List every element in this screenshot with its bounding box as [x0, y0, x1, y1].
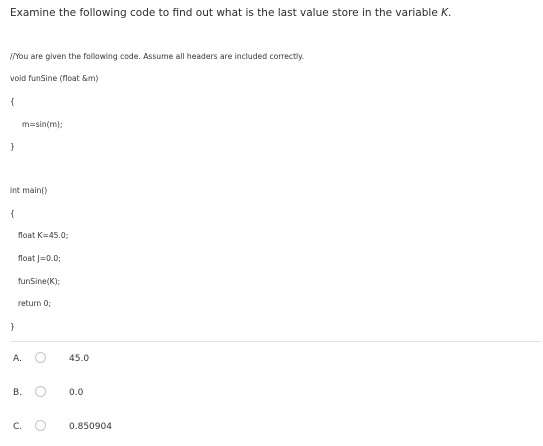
answer-option-b[interactable] — [10, 384, 310, 404]
code-main-open-brace: { — [10, 209, 15, 218]
option-value: 45.0 — [69, 354, 90, 364]
code-main-signature: int main() — [10, 186, 48, 195]
question-text — [10, 6, 451, 20]
code-function-body: m=sin(m); — [22, 120, 63, 129]
question-text-end: . — [448, 7, 452, 19]
option-value: 0.0 — [69, 388, 84, 398]
code-line-return: return 0; — [18, 299, 52, 308]
option-value: 0.850904 — [69, 422, 112, 432]
answer-option-c[interactable] — [10, 418, 310, 438]
option-letter: C. — [13, 422, 23, 432]
question-variable: K — [441, 7, 449, 19]
code-line-declare-j: float J=0.0; — [18, 254, 61, 263]
code-function-signature: void funSine (float &m) — [10, 74, 99, 83]
question-text-main: Examine the following code to find out what is the last value store in the variable — [10, 7, 442, 19]
options-divider — [10, 341, 541, 342]
code-function-close-brace: } — [10, 142, 15, 151]
radio-button-icon[interactable] — [35, 352, 46, 363]
code-comment: //You are given the following code. Assume all headers are included correctly. — [10, 52, 304, 61]
option-letter: B. — [13, 388, 23, 398]
code-line-declare-k: float K=45.0; — [18, 231, 69, 240]
radio-button-icon[interactable] — [35, 386, 46, 397]
option-letter: A. — [13, 354, 22, 364]
code-main-close-brace: } — [10, 322, 15, 331]
answer-option-a[interactable] — [10, 350, 310, 370]
radio-button-icon[interactable] — [35, 420, 46, 431]
code-line-function-call: funSine(K); — [18, 277, 61, 286]
code-function-open-brace: { — [10, 97, 15, 106]
